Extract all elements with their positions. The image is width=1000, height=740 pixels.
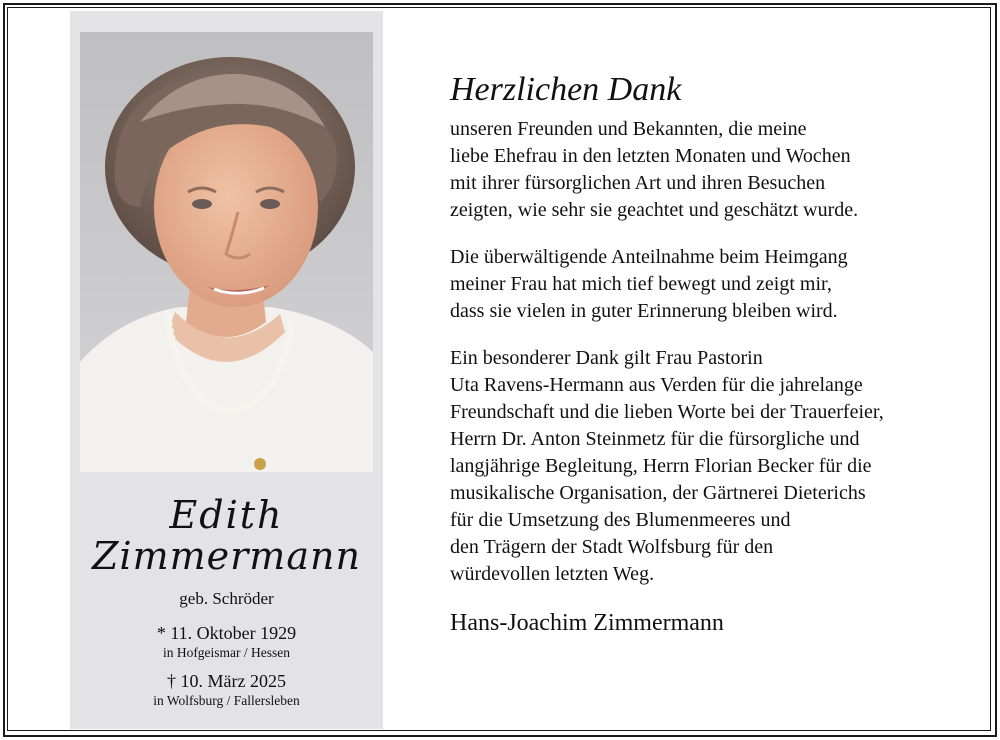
birth-date: * 11. Oktober 1929 — [156, 623, 297, 643]
portrait-photo — [80, 32, 373, 472]
message-heading: Herzlichen Dank — [450, 71, 682, 108]
thank-you-message — [450, 70, 980, 638]
message-line: für die Umsetzung des Blumenmeeres und — [450, 509, 791, 531]
message-line: meiner Frau hat mich tief bewegt und zeigt mir, — [450, 273, 832, 295]
message-line: unseren Freunden und Bekannten, die meine — [450, 118, 807, 140]
birth-place: in Hofgeismar / Hessen — [162, 645, 291, 660]
message-line: würdevollen letzten Weg. — [450, 563, 655, 585]
message-line: liebe Ehefrau in den letzten Monaten und Wochen — [450, 145, 851, 167]
portrait-illustration — [80, 32, 373, 472]
message-line: Ein besonderer Dank gilt Frau Pastorin — [450, 347, 763, 369]
message-line: Herrn Dr. Anton Steinmetz für die fürsorgliche und — [450, 428, 860, 450]
message-line: den Trägern der Stadt Wolfsburg für den — [450, 536, 774, 558]
deceased-first-name: Edith — [169, 493, 284, 537]
death-place: in Wolfsburg / Fallersleben — [153, 693, 300, 708]
message-line: Die überwältigende Anteilnahme beim Heimgang — [450, 246, 848, 268]
message-paragraph-1 — [450, 116, 980, 224]
message-line: mit ihrer fürsorglichen Art und ihren Besuchen — [450, 172, 826, 194]
deceased-name-block — [70, 495, 383, 709]
message-line: zeigten, wie sehr sie geachtet und geschätzt wurde. — [450, 199, 859, 221]
message-line: musikalische Organisation, der Gärtnerei Dieterichs — [450, 482, 866, 504]
signature: Hans-Joachim Zimmermann — [450, 610, 724, 636]
deceased-last-name: Zimmermann — [92, 534, 361, 578]
message-line: Uta Ravens-Hermann aus Verden für die jahrelange — [450, 374, 863, 396]
death-date: † 10. März 2025 — [167, 671, 286, 691]
message-paragraph-3 — [450, 345, 980, 588]
message-paragraph-2 — [450, 244, 980, 325]
message-line: langjährige Begleitung, Herrn Florian Becker für die — [450, 455, 872, 477]
message-line: dass sie vielen in guter Erinnerung bleiben wird. — [450, 300, 838, 322]
message-line: Freundschaft und die lieben Worte bei der Trauerfeier, — [450, 401, 884, 423]
birth-name: geb. Schröder — [179, 589, 274, 608]
